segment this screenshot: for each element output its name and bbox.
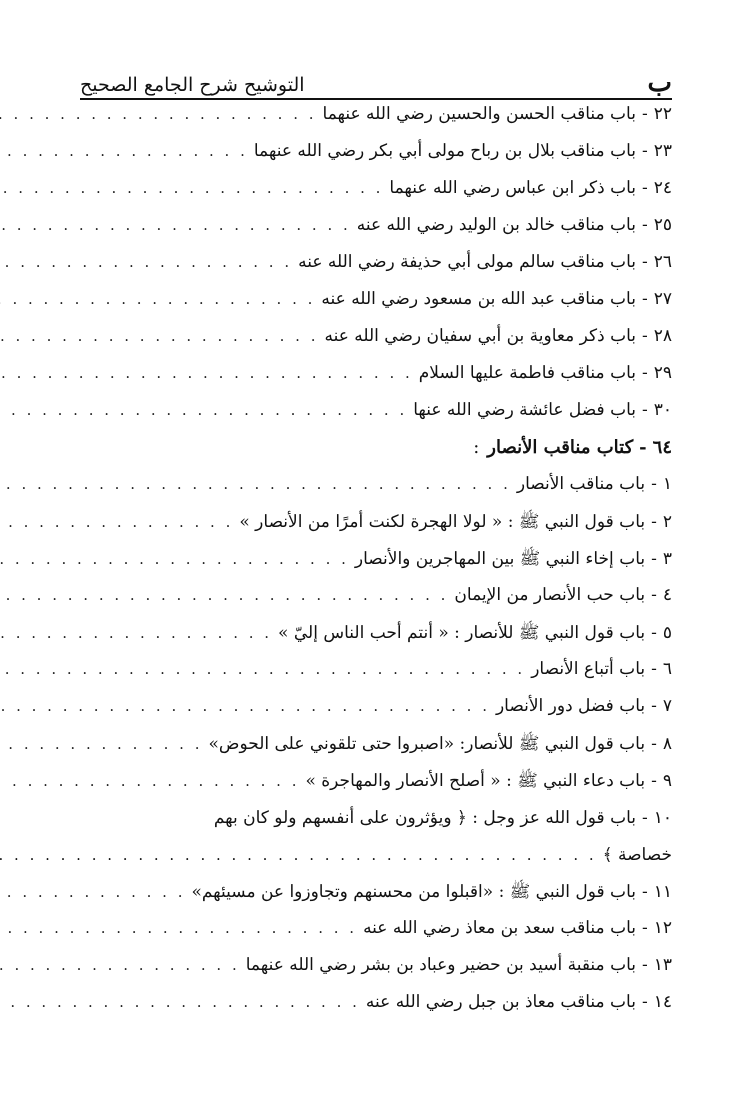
entry-dash: -: [641, 882, 648, 902]
leader-dots: [0, 513, 233, 531]
entry-dash: -: [641, 808, 648, 828]
table-of-contents: [80, 100, 672, 1029]
toc-entry-7[interactable]: [80, 696, 672, 733]
entry-title: باب مناقب عبد الله بن مسعود رضي الله عنه: [321, 289, 636, 309]
entry-dash: -: [651, 659, 657, 679]
leader-dots: [0, 660, 525, 678]
entry-number: ٣٠: [653, 400, 672, 420]
entry-title: باب فضل دور الأنصار: [495, 696, 646, 716]
toc-entry-5[interactable]: [80, 622, 672, 659]
entry-title: باب ذكر ابن عباس رضي الله عنهما: [389, 178, 636, 198]
toc-entry-23[interactable]: [80, 141, 672, 178]
entry-dash: -: [651, 696, 657, 716]
entry-title: باب قول النبي ﷺ : «اقبلوا من محسنهم وتجاوزوا عن مسيئهم»: [191, 882, 636, 902]
entry-number: ٢٥: [653, 215, 672, 235]
entry-number: ٤: [662, 585, 672, 605]
toc-entry-6[interactable]: [80, 659, 672, 696]
book-heading[interactable]: [80, 437, 672, 474]
leader-dots: [0, 327, 318, 345]
toc-entry-29[interactable]: [80, 363, 672, 400]
leader-dots: [0, 142, 248, 160]
entry-number: ٢٦: [653, 252, 672, 272]
toc-entry-8[interactable]: [80, 733, 672, 770]
entry-title: باب مناقب فاطمة عليها السلام: [418, 363, 636, 383]
toc-entry-14[interactable]: [80, 992, 672, 1029]
book-title: كتاب مناقب الأنصار: [487, 437, 634, 458]
entry-dash: -: [641, 178, 648, 198]
entry-number: ٧: [662, 696, 672, 716]
book-number: ٦٤: [652, 437, 672, 458]
toc-entry-11[interactable]: [80, 881, 672, 918]
entry-title: باب مناقب خالد بن الوليد رضي الله عنه: [356, 215, 636, 235]
entry-line-2: [80, 844, 672, 881]
entry-title: باب حب الأنصار من الإيمان: [454, 585, 646, 605]
entry-dash: -: [651, 474, 657, 494]
leader-dots: [0, 586, 448, 604]
running-head: [80, 62, 672, 100]
entry-dash: -: [641, 326, 648, 346]
entry-title: باب أتباع الأنصار: [531, 659, 646, 679]
entry-title: باب منقبة أسيد بن حضير وعباد بن بشر رضي الله عنهما: [245, 955, 636, 975]
entry-number: ١٤: [653, 992, 672, 1012]
leader-dots: [0, 179, 383, 197]
entry-number: ٣: [662, 549, 672, 569]
entry-title: باب مناقب الأنصار: [516, 474, 646, 494]
entry-dash: -: [641, 400, 648, 420]
toc-entry-30[interactable]: [80, 400, 672, 437]
toc-entry-1[interactable]: [80, 474, 672, 511]
leader-dots: [0, 253, 292, 271]
entry-title-line-1: باب قول الله عز وجل : ﴿ ويؤثرون على أنفسهم ولو كان بهم: [213, 808, 636, 828]
entry-number: ٢٣: [653, 141, 672, 161]
entry-number: ٨: [662, 734, 672, 754]
leader-dots: [0, 993, 360, 1011]
entry-title: باب قول النبي ﷺ للأنصار : « أنتم أحب الناس إليّ »: [278, 623, 646, 643]
leader-dots: [0, 697, 490, 715]
entry-dash: -: [641, 289, 648, 309]
leader-dots: [0, 290, 315, 308]
entry-dash: -: [651, 585, 657, 605]
toc-entry-24[interactable]: [80, 178, 672, 215]
toc-entry-26[interactable]: [80, 252, 672, 289]
entry-dash: -: [641, 992, 648, 1012]
entry-dash: -: [651, 771, 657, 791]
entry-dash: -: [641, 955, 648, 975]
entry-title: باب دعاء النبي ﷺ : « أصلح الأنصار والمهاجرة »: [305, 771, 646, 791]
entry-title: باب مناقب بلال بن رباح مولى أبي بكر رضي الله عنهما: [253, 141, 636, 161]
leader-dots: [0, 550, 349, 568]
entry-dash: -: [651, 549, 657, 569]
entry-title: باب مناقب معاذ بن جبل رضي الله عنه: [365, 992, 636, 1012]
book-colon: :: [473, 437, 480, 458]
toc-entry-9[interactable]: [80, 770, 672, 807]
leader-dots: [0, 401, 407, 419]
entry-number: ١٢: [653, 918, 672, 938]
entry-number: ١٠: [653, 808, 672, 828]
toc-entry-28[interactable]: [80, 326, 672, 363]
entry-number: ١١: [653, 882, 672, 902]
entry-number: ١٣: [653, 955, 672, 975]
toc-entry-4[interactable]: [80, 585, 672, 622]
toc-entry-12[interactable]: [80, 918, 672, 955]
toc-page: [80, 62, 672, 1029]
entry-dash: -: [641, 141, 648, 161]
entry-dash: -: [641, 104, 648, 124]
entry-number: ٢: [662, 512, 672, 532]
entry-number: ٢٧: [653, 289, 672, 309]
page-letter: ب: [647, 68, 672, 98]
entry-title: باب قول النبي ﷺ للأنصار: «اصبروا حتى تلقوني على الحوض»: [208, 734, 646, 754]
entry-dash: -: [641, 252, 648, 272]
toc-entry-13[interactable]: [80, 955, 672, 992]
entry-title: باب إخاء النبي ﷺ بين المهاجرين والأنصار: [354, 549, 646, 569]
leader-dots: [0, 105, 317, 123]
entry-dash: -: [651, 623, 657, 643]
leader-dots: [0, 216, 351, 234]
leader-dots: [0, 956, 240, 974]
leader-dots: [0, 624, 272, 642]
entry-number: ٢٨: [653, 326, 672, 346]
entry-number: ٢٤: [653, 178, 672, 198]
entry-title: باب فضل عائشة رضي الله عنها: [413, 400, 636, 420]
entry-number: ١: [662, 474, 672, 494]
entry-dash: -: [641, 215, 648, 235]
entry-line-1: [80, 807, 672, 844]
toc-entry-22[interactable]: [80, 104, 672, 141]
entry-number: ٢٩: [653, 363, 672, 383]
entry-title: باب مناقب الحسن والحسين رضي الله عنهما: [322, 104, 636, 124]
toc-entry-2[interactable]: [80, 511, 672, 548]
entry-title: باب قول النبي ﷺ : « لولا الهجرة لكنت أمرًا من الأنصار »: [239, 512, 646, 532]
entry-number: ٥: [662, 623, 672, 643]
toc-entry-3[interactable]: [80, 548, 672, 585]
entry-title-line-2: خصاصة ﴾: [602, 845, 672, 865]
leader-dots: [0, 475, 511, 493]
entry-dash: -: [651, 512, 657, 532]
running-title: التوشيح شرح الجامع الصحيح: [80, 74, 305, 96]
entry-dash: -: [641, 363, 648, 383]
leader-dots: [0, 919, 357, 937]
toc-entry-25[interactable]: [80, 215, 672, 252]
leader-dots: [0, 883, 185, 901]
leader-dots: [0, 364, 413, 382]
entry-dash: -: [651, 734, 657, 754]
entry-title: باب ذكر معاوية بن أبي سفيان رضي الله عنه: [324, 326, 636, 346]
leader-dots: [0, 846, 597, 864]
entry-title: باب مناقب سالم مولى أبي حذيفة رضي الله عنه: [298, 252, 636, 272]
entry-number: ٦: [662, 659, 672, 679]
book-dash: -: [639, 437, 647, 458]
entry-number: ٢٢: [653, 104, 672, 124]
leader-dots: [0, 735, 203, 753]
entry-dash: -: [641, 918, 648, 938]
entry-title: باب مناقب سعد بن معاذ رضي الله عنه: [363, 918, 636, 938]
toc-entry-10[interactable]: [80, 807, 672, 881]
leader-dots: [0, 772, 299, 790]
toc-entry-27[interactable]: [80, 289, 672, 326]
entry-number: ٩: [662, 771, 672, 791]
